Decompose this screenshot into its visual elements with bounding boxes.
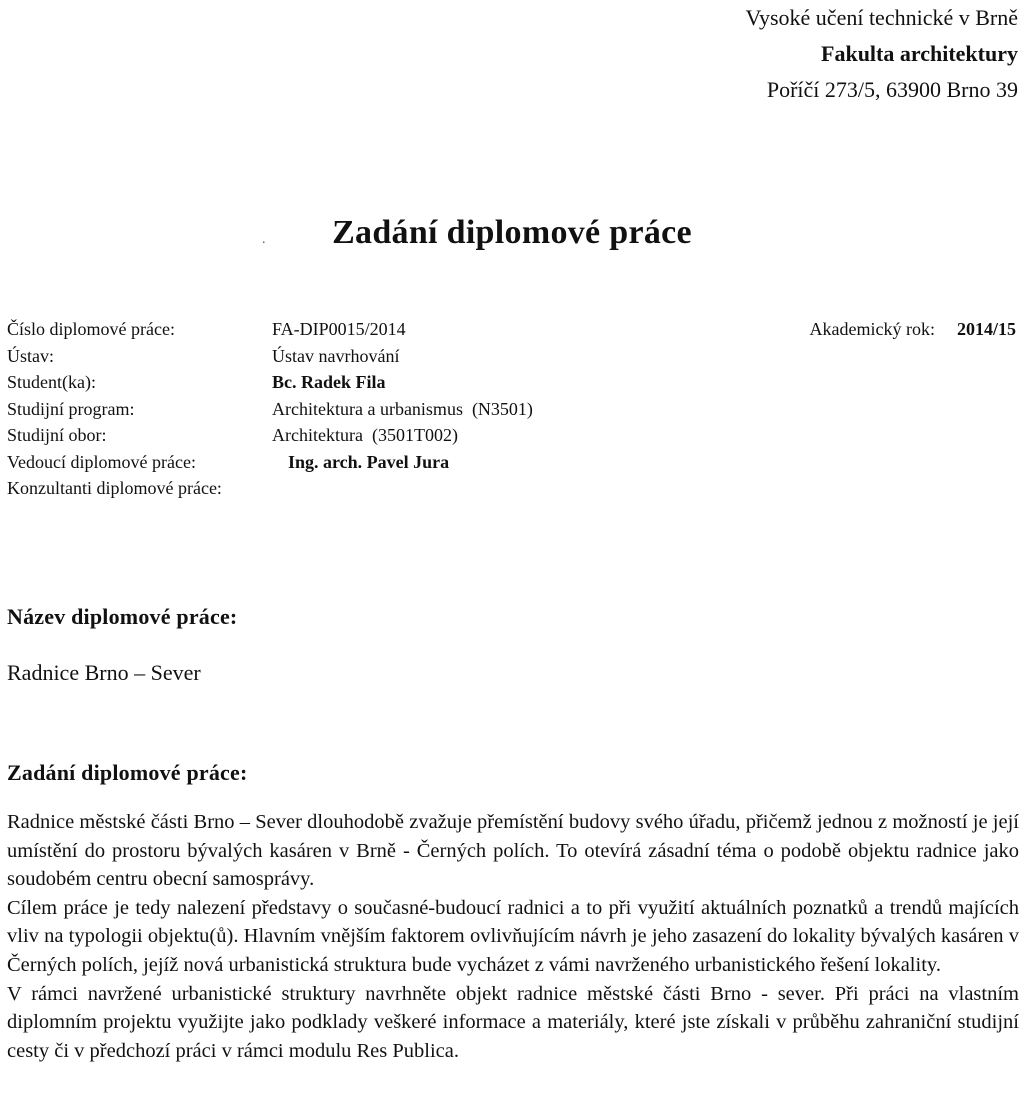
academic-year-value: 2014/15 — [956, 319, 1016, 339]
study-field-label: Studijní obor: — [7, 425, 107, 445]
institute-value: Ústav navrhování — [272, 345, 400, 366]
thesis-number-value: FA-DIP0015/2014 — [272, 319, 406, 339]
supervisor-label: Vedoucí diplomové práce: — [7, 451, 196, 472]
university-name: Vysoké učení technické v Brně — [745, 5, 1018, 30]
info-row-supervisor — [7, 449, 533, 476]
study-program-label: Studijní program: — [7, 398, 135, 419]
faculty-name: Fakulta architektury — [821, 41, 1018, 66]
assignment-body — [7, 808, 1019, 1065]
thesis-name-heading: Název diplomové práce: — [7, 604, 238, 629]
consultants-label: Konzultanti diplomové práce: — [7, 478, 222, 498]
info-row-student — [7, 369, 533, 396]
thesis-number-label: Číslo diplomové práce: — [7, 319, 175, 339]
document-title-wrapper — [0, 214, 1024, 252]
study-program-value: Architektura a urbanismus (N3501) — [272, 398, 533, 419]
document-title: Zadání diplomové práce — [332, 214, 692, 251]
assignment-heading: Zadání diplomové práce: — [7, 760, 248, 785]
assignment-paragraph: V rámci navržené urbanistické struktury navrhněte objekt radnice městské části Brno - sever. Při práci na vlastním diplomním projektu využijte jako podklady veškeré informace a materiály, které jste získali v průběhu zahraniční studijní cesty či v předchozí práci v rámci modulu Res Publica. — [7, 982, 1019, 1062]
academic-year — [810, 316, 1016, 343]
assignment-paragraph: Cílem práce je tedy nalezení představy o současné-budoucí radnici a to při využití aktuálních poznatků a trendů majících vliv na typologii objektu(ů). Hlavním vnějším faktorem ovlivňujícím návrh je jeho zasazení do lokality bývalých kasáren v Černých polích, jejíž nová urbanistická struktura bude vycházet z vámi navrženého urbanistického řešení lokality. — [7, 896, 1019, 976]
student-value: Bc. Radek Fila — [272, 372, 386, 392]
student-label: Student(ka): — [7, 372, 96, 392]
study-field-value: Architektura (3501T002) — [272, 425, 458, 445]
info-row-thesis-number — [7, 316, 533, 343]
info-row-study-field — [7, 422, 533, 449]
institute-label: Ústav: — [7, 345, 54, 366]
info-row-consultants — [7, 475, 533, 502]
thesis-info-table — [7, 316, 533, 502]
info-row-study-program — [7, 396, 533, 423]
institution-address: Poříčí 273/5, 63900 Brno 39 — [766, 77, 1018, 102]
academic-year-label: Akademický rok: — [809, 319, 935, 339]
scan-speck: . — [262, 232, 266, 247]
info-row-institute — [7, 343, 533, 370]
thesis-name-value: Radnice Brno – Sever — [7, 660, 201, 685]
assignment-paragraph: Radnice městské části Brno – Sever dlouhodobě zvažuje přemístění budovy svého úřadu, přičemž jednou z možností je její umístění do prostoru bývalých kasáren v Brně - Černých polích. To otevírá zásadní téma o podobě objektu radnice jako soudobém centru obecní samosprávy. — [7, 811, 1019, 891]
supervisor-value: Ing. arch. Pavel Jura — [288, 451, 450, 472]
institution-header — [746, 0, 1018, 108]
